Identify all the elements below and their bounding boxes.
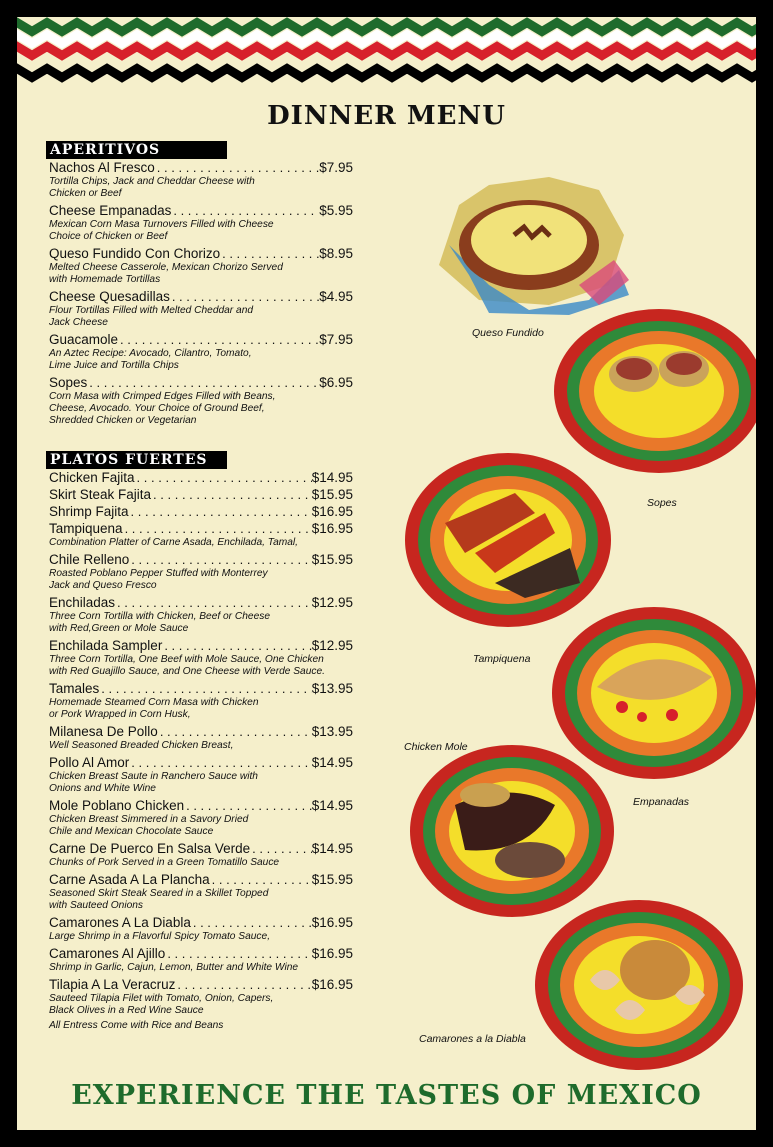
menu-item-name: Enchiladas	[49, 595, 116, 610]
menu-item	[49, 289, 353, 329]
menu-item-price: $13.95	[311, 724, 353, 739]
menu-item-price: $16.95	[311, 504, 353, 519]
menu-item	[49, 977, 353, 1017]
menu-item-line	[49, 375, 353, 391]
menu-item-price: $7.95	[319, 160, 353, 175]
leader-dots	[155, 160, 319, 176]
menu-item	[49, 755, 353, 795]
menu-item-price: $16.95	[311, 521, 353, 536]
menu-item-description: Melted Cheese Casserole, Mexican Chorizo Served with Homemade Tortillas	[49, 262, 283, 285]
menu-item	[49, 872, 353, 912]
menu-item-name: Cheese Quesadillas	[49, 289, 170, 304]
menu-item-name: Camarones Al Ajillo	[49, 946, 166, 961]
menu-item-line	[49, 552, 353, 568]
menu-item	[49, 160, 353, 200]
menu-item-price: $16.95	[311, 946, 353, 961]
menu-item	[49, 470, 353, 486]
menu-item-description: Chunks of Pork Served in a Green Tomatillo Sauce	[49, 857, 280, 868]
menu-item-line	[49, 332, 353, 348]
leader-dots	[158, 724, 312, 740]
menu-item-line	[49, 841, 353, 857]
menu-item-price: $15.95	[311, 552, 353, 567]
leader-dots	[171, 203, 319, 219]
chicken-mole-photo	[410, 745, 614, 917]
menu-item-price: $12.95	[311, 595, 353, 610]
menu-item-line	[49, 946, 353, 962]
footer-tagline: EXPERIENCE THE TASTES OF MEXICO	[71, 1080, 702, 1111]
leader-dots	[87, 375, 319, 391]
menu-item-name: Skirt Steak Fajita	[49, 487, 152, 502]
leader-dots	[165, 946, 311, 962]
leader-dots	[99, 681, 311, 697]
page-title: DINNER MENU	[267, 101, 506, 131]
menu-item-description: Sauteed Tilapia Filet with Tomato, Onion, Capers, Black Olives in a Red Wine Sauce	[49, 993, 274, 1016]
menu-item	[49, 203, 353, 243]
leader-dots	[220, 246, 319, 262]
leader-dots	[129, 552, 311, 568]
menu-item-price: $14.95	[311, 470, 353, 485]
caption-empanadas: Empanadas	[633, 796, 690, 808]
leader-dots	[135, 470, 312, 486]
menu-item	[49, 504, 353, 520]
menu-item-description: Roasted Poblano Pepper Stuffed with Monterrey Jack and Queso Fresco	[49, 568, 268, 591]
menu-item-description: An Aztec Recipe: Avocado, Cilantro, Tomato, Lime Juice and Tortilla Chips	[49, 348, 252, 371]
platos-fuertes-list	[49, 470, 353, 1032]
menu-item	[49, 487, 353, 503]
leader-dots	[175, 977, 311, 993]
caption-camarones-a-la-diabla: Camarones a la Diabla	[419, 1033, 526, 1045]
tampiquena-photo	[405, 453, 611, 627]
sopes-photo	[554, 309, 756, 474]
leader-dots	[250, 841, 312, 857]
menu-item-price: $14.95	[311, 755, 353, 770]
menu-item	[49, 946, 353, 974]
leader-dots	[118, 332, 319, 348]
menu-item-price: $15.95	[311, 487, 353, 502]
menu-item-description: Combination Platter of Carne Asada, Enchilada, Tamal,	[49, 537, 298, 548]
menu-item-description: Homemade Steamed Corn Masa with Chicken or Pork Wrapped in Corn Husk,	[49, 697, 259, 720]
menu-item-line	[49, 521, 353, 537]
menu-item	[49, 375, 353, 427]
menu-item-name: Tampiquena	[49, 521, 123, 536]
menu-item-description: Shrimp in Garlic, Cajun, Lemon, Butter and White Wine	[49, 962, 299, 973]
menu-item-price: $4.95	[319, 289, 353, 304]
queso-fundido-photo	[429, 165, 629, 315]
menu-item	[49, 595, 353, 635]
menu-item-name: Milanesa De Pollo	[49, 724, 158, 739]
menu-item-description: Seasoned Skirt Steak Seared in a Skillet Topped with Sauteed Onions	[49, 888, 269, 911]
caption-queso-fundido: Queso Fundido	[472, 327, 544, 339]
entrees-note: All Entress Come with Rice and Beans	[49, 1020, 224, 1031]
menu-item-price: $7.95	[319, 332, 353, 347]
menu-item-line	[49, 755, 353, 771]
menu-item	[49, 521, 353, 549]
menu-item-name: Cheese Empanadas	[49, 203, 172, 218]
menu-page	[17, 17, 756, 1130]
menu-item-description: Flour Tortillas Filled with Melted Cheddar and Jack Cheese	[49, 305, 254, 328]
menu-item-line	[49, 915, 353, 931]
menu-item-description: Well Seasoned Breaded Chicken Breast,	[49, 740, 234, 751]
menu-item	[49, 841, 353, 869]
menu-item	[49, 681, 353, 721]
menu-item-line	[49, 289, 353, 305]
menu-item-price: $14.95	[311, 798, 353, 813]
menu-item-name: Sopes	[49, 375, 88, 390]
leader-dots	[184, 798, 312, 814]
leader-dots	[170, 289, 319, 305]
menu-item-line	[49, 246, 353, 262]
camarones-photo	[535, 900, 743, 1070]
menu-item	[49, 638, 353, 678]
menu-item	[49, 332, 353, 372]
menu-item-line	[49, 160, 353, 176]
leader-dots	[162, 638, 311, 654]
menu-item-line	[49, 638, 353, 654]
caption-sopes: Sopes	[647, 497, 677, 509]
leader-dots	[115, 595, 312, 611]
menu-item-name: Enchilada Sampler	[49, 638, 163, 653]
menu-item-line	[49, 724, 353, 740]
menu-item-line	[49, 487, 353, 503]
leader-dots	[191, 915, 312, 931]
menu-item-price: $5.95	[319, 203, 353, 218]
menu-item-name: Chicken Fajita	[49, 470, 135, 485]
menu-item-description: Large Shrimp in a Flavorful Spicy Tomato Sauce,	[49, 931, 271, 942]
menu-item-line	[49, 798, 353, 814]
leader-dots	[151, 487, 312, 503]
zigzag-border	[17, 17, 756, 92]
menu-item-name: Camarones A La Diabla	[49, 915, 191, 930]
leader-dots	[123, 521, 312, 537]
menu-item-description: Three Corn Tortilla, One Beef with Mole Sauce, One Chicken with Red Guajillo Sauce, and One Cheese with Verde Sauce.	[49, 654, 325, 677]
menu-item-name: Carne Asada A La Plancha	[49, 872, 210, 887]
menu-item-price: $8.95	[319, 246, 353, 261]
leader-dots	[210, 872, 312, 888]
menu-item	[49, 552, 353, 592]
caption-tampiquena: Tampiquena	[473, 653, 531, 665]
menu-item-name: Shrimp Fajita	[49, 504, 129, 519]
menu-item-name: Carne De Puerco En Salsa Verde	[49, 841, 251, 856]
menu-item-name: Chile Relleno	[49, 552, 130, 567]
caption-chicken-mole: Chicken Mole	[404, 741, 468, 753]
menu-item-line	[49, 872, 353, 888]
menu-item-line	[49, 977, 353, 993]
menu-item-name: Tilapia A La Veracruz	[49, 977, 176, 992]
menu-item-line	[49, 681, 353, 697]
menu-item-name: Mole Poblano Chicken	[49, 798, 185, 813]
menu-item-description: Corn Masa with Crimped Edges Filled with Beans, Cheese, Avocado. Your Choice of Ground Beef, Shredded Chicken or Vegetarian	[49, 391, 276, 426]
menu-item-line	[49, 595, 353, 611]
menu-item-price: $12.95	[311, 638, 353, 653]
menu-item-name: Tamales	[49, 681, 100, 696]
section-heading-aperitivos: APERITIVOS	[46, 141, 227, 159]
menu-item-price: $13.95	[311, 681, 353, 696]
leader-dots	[129, 504, 312, 520]
menu-item	[49, 246, 353, 286]
menu-item-name: Pollo Al Amor	[49, 755, 130, 770]
menu-item-line	[49, 203, 353, 219]
menu-item-price: $6.95	[319, 375, 353, 390]
menu-item-price: $15.95	[311, 872, 353, 887]
menu-item-description: Mexican Corn Masa Turnovers Filled with Cheese Choice of Chicken or Beef	[49, 219, 274, 242]
menu-item-name: Queso Fundido Con Chorizo	[49, 246, 221, 261]
menu-item-name: Guacamole	[49, 332, 119, 347]
menu-item	[49, 915, 353, 943]
menu-item-description: Chicken Breast Saute in Ranchero Sauce with Onions and White Wine	[49, 771, 258, 794]
menu-item-description: Tortilla Chips, Jack and Cheddar Cheese with Chicken or Beef	[49, 176, 255, 199]
menu-item-line	[49, 470, 353, 486]
menu-item	[49, 798, 353, 838]
menu-item-price: $14.95	[311, 841, 353, 856]
menu-item-line	[49, 504, 353, 520]
menu-item-description: Chicken Breast Simmered in a Savory Dried Chile and Mexican Chocolate Sauce	[49, 814, 249, 837]
menu-item-name: Nachos Al Fresco	[49, 160, 155, 175]
aperitivos-list	[49, 160, 353, 430]
menu-item-description: Three Corn Tortilla with Chicken, Beef or Cheese with Red,Green or Mole Sauce	[49, 611, 271, 634]
menu-item-price: $16.95	[311, 915, 353, 930]
leader-dots	[129, 755, 311, 771]
menu-item-price: $16.95	[311, 977, 353, 992]
section-heading-platos-fuertes: PLATOS FUERTES	[46, 451, 227, 469]
menu-item	[49, 724, 353, 752]
